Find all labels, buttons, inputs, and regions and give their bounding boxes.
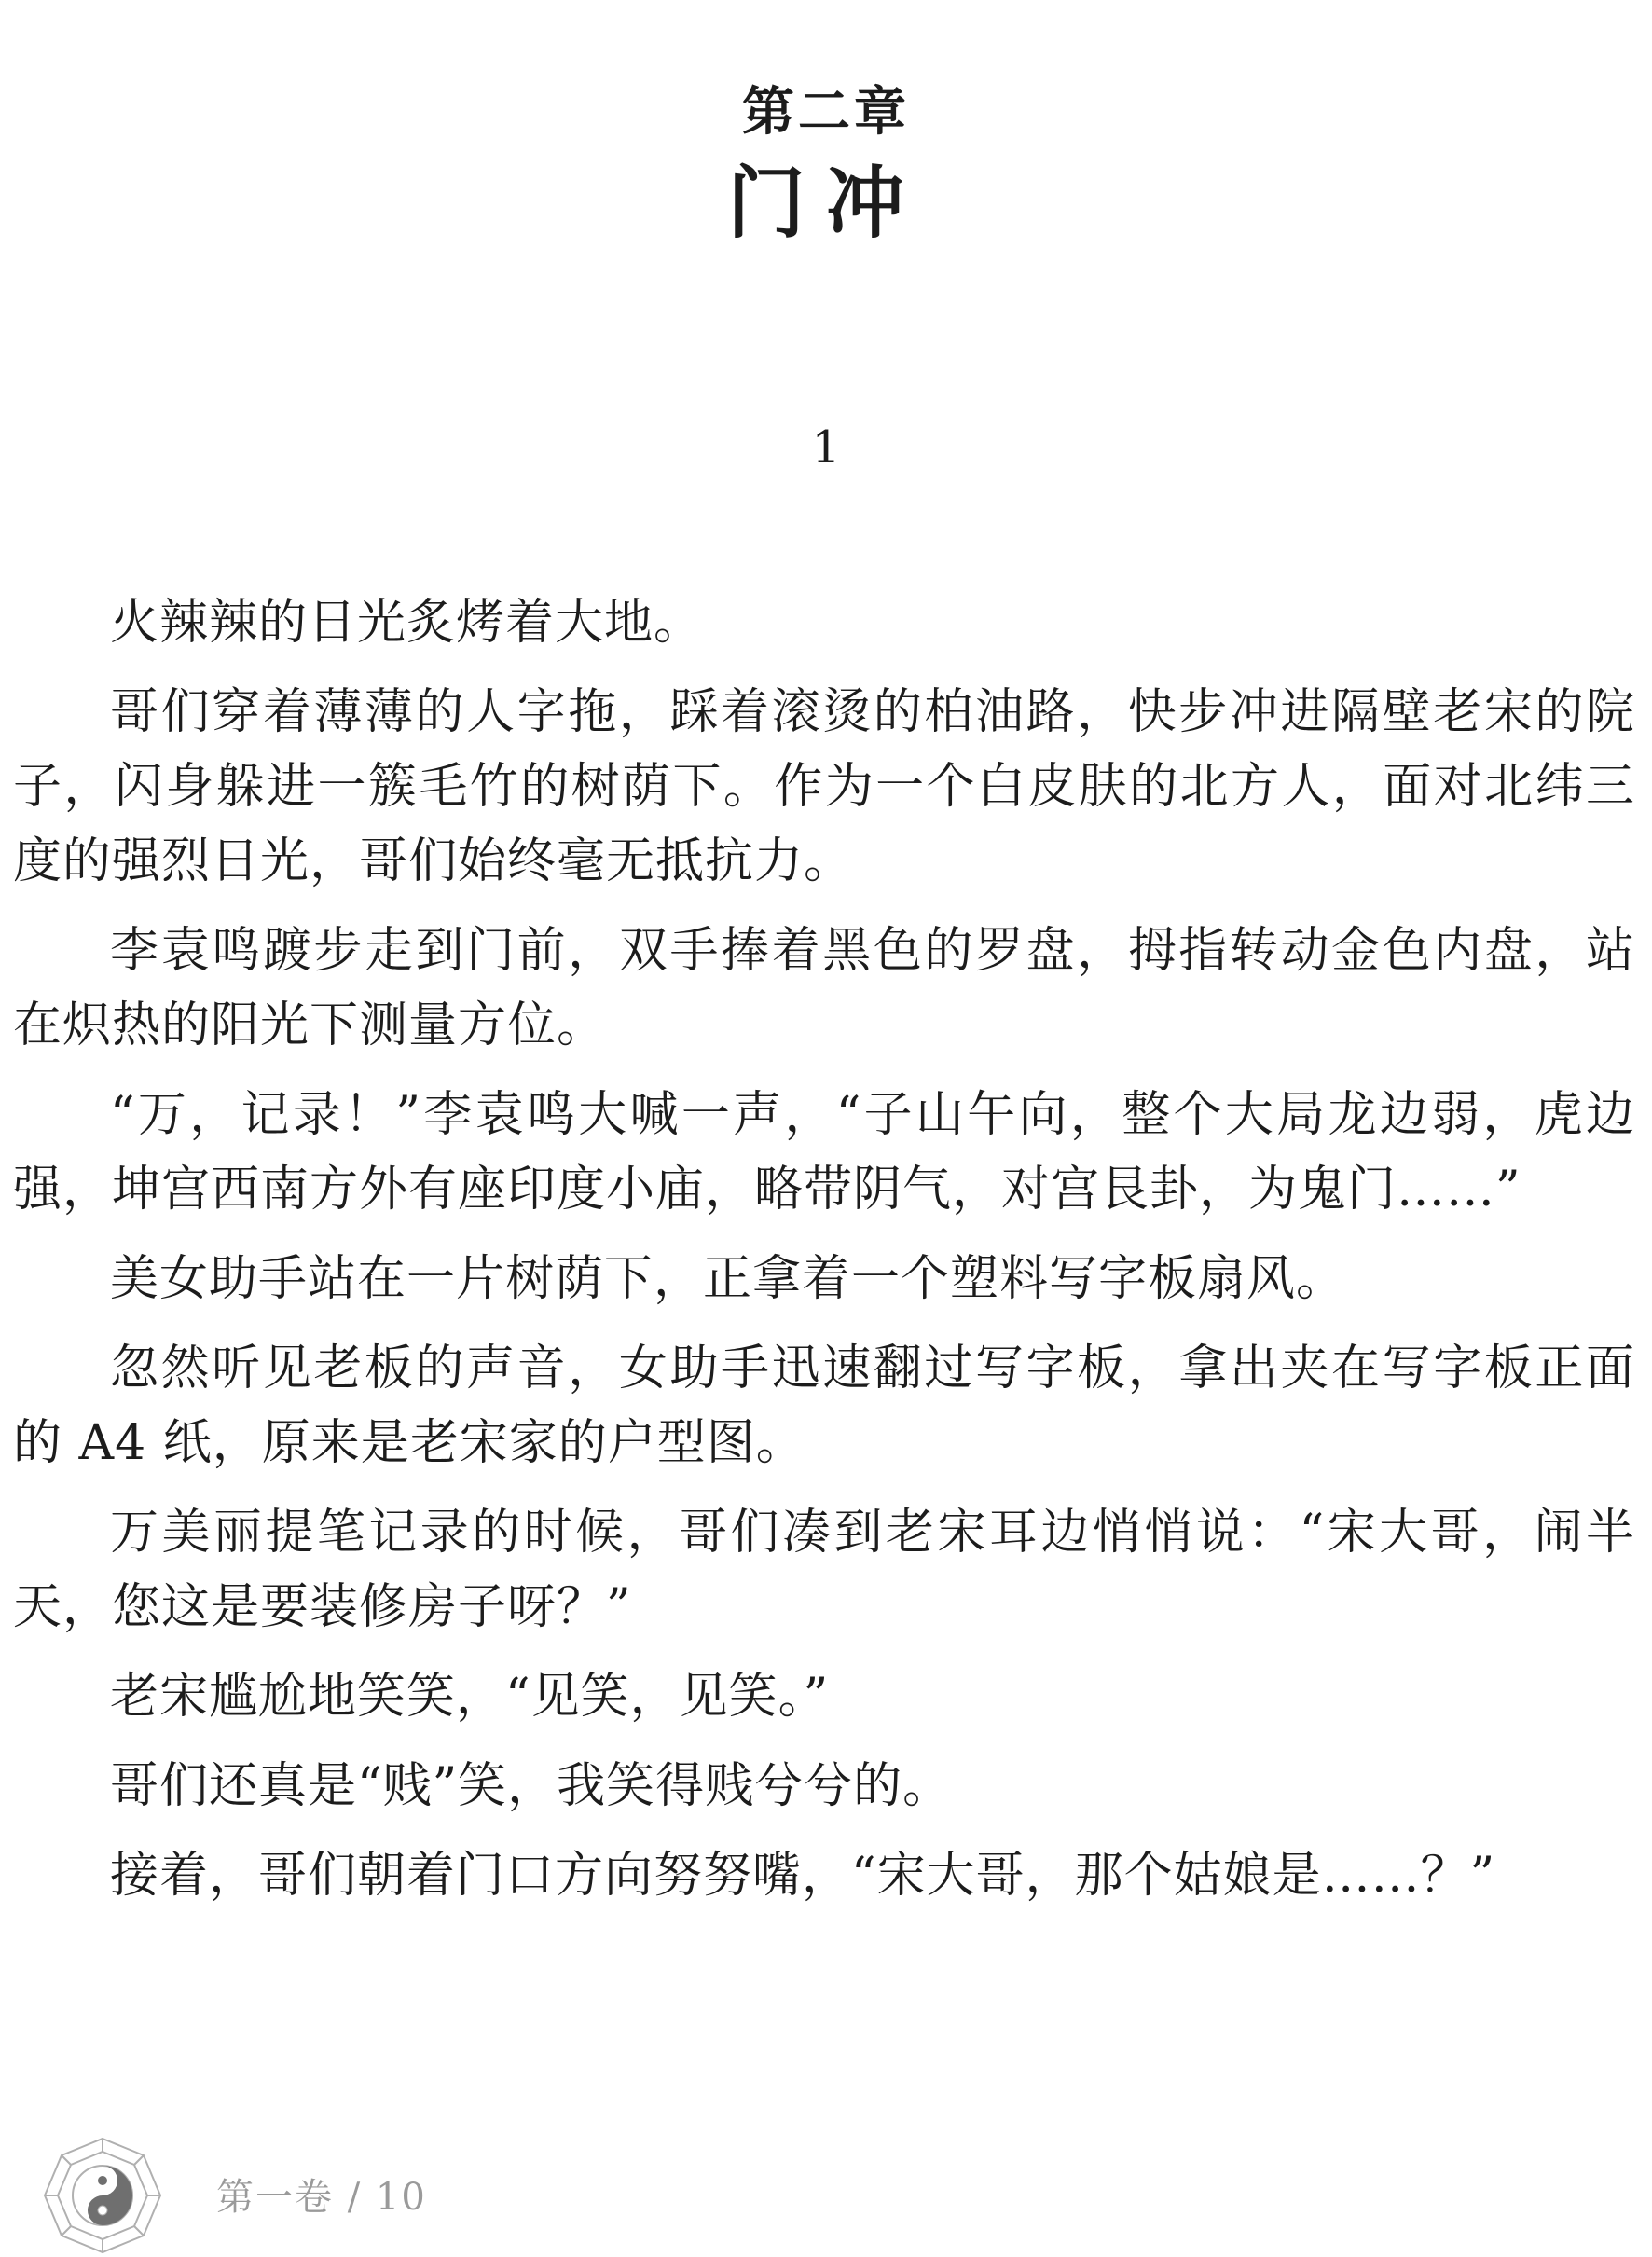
paragraph: 万美丽提笔记录的时候，哥们凑到老宋耳边悄悄说：“宋大哥，闹半天，您这是要装修房子呀？” bbox=[13, 1505, 1635, 1635]
paragraph: 美女助手站在一片树荫下，正拿着一个塑料写字板扇风。 bbox=[110, 1251, 1346, 1307]
paragraph: 哥们穿着薄薄的人字拖，踩着滚烫的柏油路，快步冲进隔壁老宋的院子，闪身躲进一簇毛竹的树荫下。作为一个白皮肤的北方人，面对北纬三度的强烈日光，哥们始终毫无抵抗力。 bbox=[13, 684, 1635, 889]
paragraph: “万，记录！”李袁鸣大喊一声，“子山午向，整个大局龙边弱，虎边强，坤宫西南方外有座印度小庙，略带阴气，对宫艮卦，为鬼门……” bbox=[13, 1087, 1635, 1218]
chapter-label: 第二章 bbox=[742, 81, 910, 143]
paragraph: 李袁鸣踱步走到门前，双手捧着黑色的罗盘，拇指转动金色内盘，站在炽热的阳光下测量方位。 bbox=[13, 923, 1635, 1053]
paragraph: 火辣辣的日光炙烤着大地。 bbox=[110, 595, 704, 651]
section-number: 1 bbox=[811, 421, 841, 474]
paragraph: 忽然听见老板的声音，女助手迅速翻过写字板，拿出夹在写字板正面的 A4 纸，原来是老宋家的户型图。 bbox=[13, 1341, 1635, 1471]
chapter-title: 门冲 bbox=[726, 157, 925, 249]
paragraph: 接着，哥们朝着门口方向努努嘴，“宋大哥，那个姑娘是……？” bbox=[110, 1848, 1496, 1904]
bagua-taiji-icon bbox=[37, 2135, 168, 2256]
page-footer bbox=[37, 2135, 597, 2256]
page-number: 第一卷 / 10 bbox=[216, 2176, 427, 2219]
paragraph: 哥们还真是“贱”笑，我笑得贱兮兮的。 bbox=[110, 1758, 953, 1814]
paragraph: 老宋尴尬地笑笑，“见笑，见笑。” bbox=[110, 1669, 830, 1725]
body-text bbox=[13, 585, 1635, 1928]
